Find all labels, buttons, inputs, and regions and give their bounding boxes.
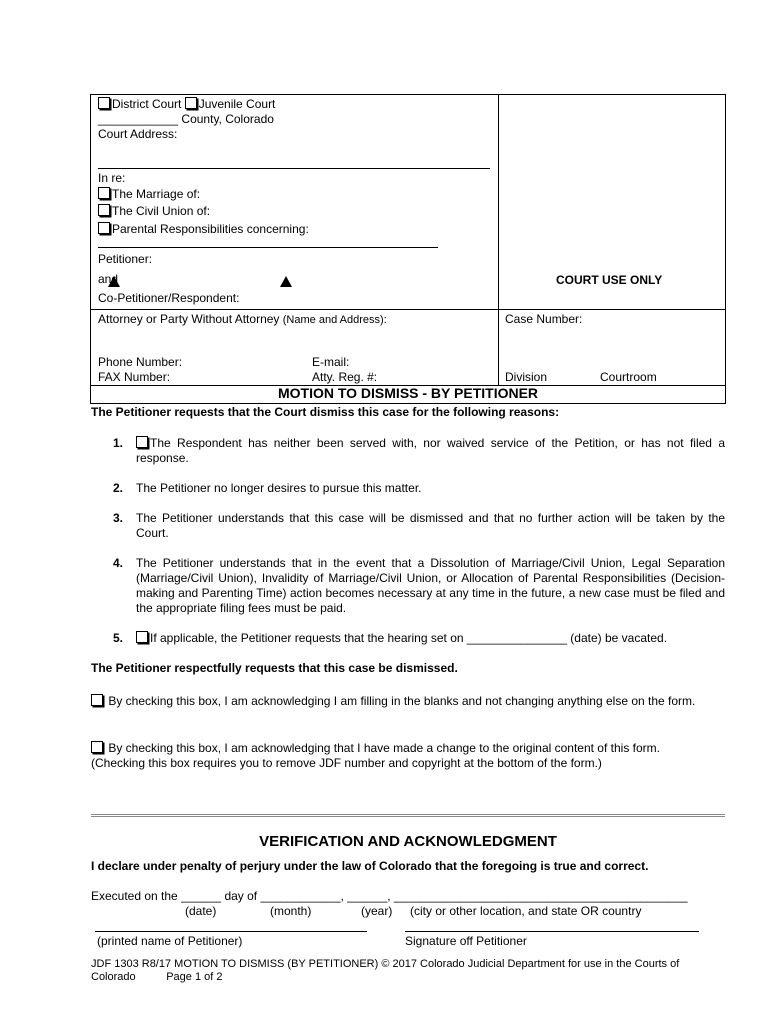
signature-caption: Signature off Petitioner — [405, 934, 527, 948]
reason-number: 5. — [113, 631, 124, 645]
section-divider — [91, 814, 725, 817]
reason-number: 1. — [113, 436, 124, 450]
footer-line-2: Colorado Page 1 of 2 — [91, 971, 223, 983]
fax-label: FAX Number: — [98, 370, 171, 384]
attorney-row — [98, 312, 387, 326]
marriage-checkbox[interactable] — [98, 187, 110, 199]
marriage-label: The Marriage of: — [112, 187, 201, 201]
intro-text: The Petitioner requests that the Court dismiss this case for the following reasons: — [91, 405, 560, 419]
reason-5 — [113, 631, 725, 646]
ack-2-text: By checking this box, I am acknowledging that I have made a change to the original content of this form. (Checking this box requires you to remove JDF number and copyright at the bottom of the form.) — [91, 741, 660, 770]
courtroom-label: Courtroom — [600, 370, 657, 384]
co-petitioner-label: Co-Petitioner/Respondent: — [98, 291, 240, 305]
location-caption: (city or other location, and state OR country — [410, 904, 642, 918]
civil-union-checkbox[interactable] — [98, 204, 110, 216]
reason-2 — [113, 481, 725, 496]
marriage-row — [98, 187, 200, 201]
reason-5-checkbox[interactable] — [136, 631, 148, 643]
year-caption: (year) — [361, 904, 393, 918]
reason-text: If applicable, the Petitioner requests that the hearing set on _______________ (date) be vacated. — [150, 631, 668, 645]
ack-1 — [91, 694, 703, 709]
reason-text: The Respondent has neither been served with, nor waived service of the Petition, or has not filed a response. — [136, 436, 725, 465]
attorney-label: Attorney or Party Without Attorney — [98, 312, 280, 326]
reason-1-checkbox[interactable] — [136, 436, 148, 448]
up-arrow-icon — [280, 276, 292, 287]
case-number-label[interactable]: Case Number: — [505, 312, 583, 326]
parental-checkbox[interactable] — [98, 222, 110, 234]
attorney-note: (Name and Address): — [282, 314, 387, 326]
court-use-only: COURT USE ONLY — [556, 273, 663, 287]
reason-number: 2. — [113, 481, 124, 495]
in-re-label: In re: — [98, 171, 126, 185]
juvenile-court-label: Juvenile Court — [198, 97, 276, 111]
civil-union-label: The Civil Union of: — [112, 204, 211, 218]
civil-union-row — [98, 204, 210, 218]
form-title: MOTION TO DISMISS - BY PETITIONER — [277, 385, 539, 401]
date-caption: (date) — [185, 904, 217, 918]
district-court-label: District Court — [112, 97, 182, 111]
month-caption: (month) — [270, 904, 312, 918]
reason-3 — [113, 511, 725, 541]
phone-label: Phone Number: — [98, 355, 183, 369]
reason-1 — [113, 436, 725, 466]
ack-2 — [91, 741, 703, 771]
reason-text: The Petitioner understands that in the event that a Dissolution of Marriage/Civil Union, Legal Separation (Marriage/Civil Union), Invalidity of Marriage/Civil Union, or Allocation of Parental Responsibilities (Decision-making and Parenting Time) action becomes necessary at any time in the future, a new case must be filed and the appropriate filing fees must be paid. — [136, 556, 725, 615]
atty-reg-label: Atty. Reg. #: — [312, 370, 378, 384]
footer-line-1: JDF 1303 R8/17 MOTION TO DISMISS (BY PETITIONER) © 2017 Colorado Judicial Department for use in the Courts of — [91, 958, 680, 970]
reason-number: 3. — [113, 511, 124, 525]
email-label: E-mail: — [312, 355, 350, 369]
reason-4 — [113, 556, 725, 616]
juvenile-court-checkbox[interactable] — [185, 97, 197, 109]
ack-1-text: By checking this box, I am acknowledging I am filling in the blanks and not changing anything else on the form. — [108, 694, 696, 708]
signature-line[interactable] — [405, 931, 699, 932]
and-label: and — [98, 272, 119, 286]
printed-name-caption: (printed name of Petitioner) — [97, 934, 243, 948]
attorney-row-top — [90, 309, 726, 310]
reason-text: The Petitioner no longer desires to pursue this matter. — [136, 481, 422, 495]
parental-label: Parental Responsibilities concerning: — [112, 222, 309, 236]
ack-2-checkbox[interactable] — [91, 741, 103, 753]
parties-line[interactable] — [98, 247, 438, 248]
parental-row — [98, 222, 309, 236]
court-address-label: Court Address: — [98, 127, 178, 141]
ack-1-checkbox[interactable] — [91, 694, 103, 706]
division-label: Division — [505, 370, 548, 384]
printed-name-line[interactable] — [95, 931, 367, 932]
caption-box — [90, 94, 726, 404]
request-text: The Petitioner respectfully requests that this case be dismissed. — [91, 661, 458, 675]
verification-title: VERIFICATION AND ACKNOWLEDGMENT — [259, 833, 557, 850]
petitioner-label: Petitioner: — [98, 252, 153, 266]
declaration-text: I declare under penalty of perjury under the law of Colorado that the foregoing is true and correct. — [91, 859, 649, 873]
caption-divider — [498, 94, 499, 386]
district-court-checkbox[interactable] — [98, 97, 110, 109]
executed-line[interactable]: Executed on the ______ day of ____________, ______, ____________________________________________ — [91, 889, 688, 903]
up-arrow-icon — [108, 276, 120, 287]
reason-text: The Petitioner understands that this case will be dismissed and that no further action will be taken by the Court. — [136, 511, 725, 540]
court-type-row — [98, 97, 275, 111]
court-address-line[interactable] — [98, 168, 490, 169]
county-line[interactable]: ____________ County, Colorado — [98, 112, 274, 126]
reason-number: 4. — [113, 556, 124, 570]
